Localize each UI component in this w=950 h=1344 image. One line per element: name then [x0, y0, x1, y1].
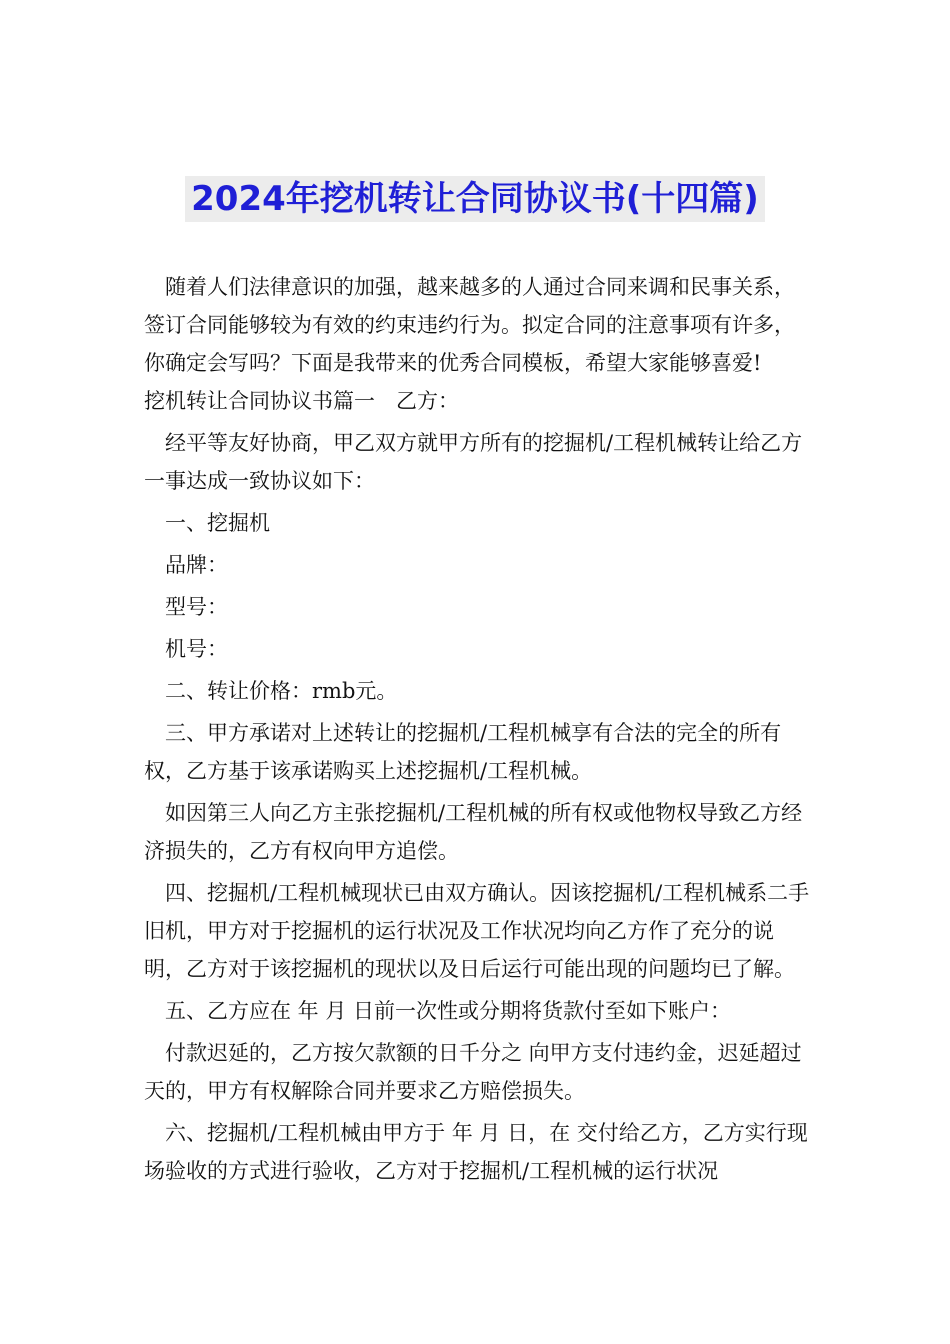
clause-price: 二、转让价格：rmb元。: [165, 679, 398, 703]
clause-ownership: 三、甲方承诺对上述转让的挖掘机/工程机械享有合法的完全的所有权，乙方基于该承诺购买上述挖掘机/工程机械。: [144, 721, 782, 783]
field-serial: 机号：: [165, 637, 228, 661]
field-model: 型号：: [165, 595, 228, 619]
section-heading: 挖机转让合同协议书篇一 乙方：: [144, 389, 459, 413]
document-title: 2024年挖机转让合同协议书(十四篇): [185, 176, 765, 222]
clause-heading: 一、挖掘机: [165, 511, 270, 535]
body-paragraph: 经平等友好协商，甲乙双方就甲方所有的挖掘机/工程机械转让给乙方一事达成一致协议如下：: [144, 431, 803, 493]
document-body: [144, 268, 812, 1190]
clause-payment: 五、乙方应在 年 月 日前一次性或分期将货款付至如下账户：: [165, 999, 732, 1023]
clause-third-party: 如因第三人向乙方主张挖掘机/工程机械的所有权或他物权导致乙方经济损失的，乙方有权向甲方追偿。: [144, 801, 803, 863]
clause-late-payment: 付款迟延的，乙方按欠款额的日千分之 向甲方支付违约金，迟延超过 天的，甲方有权解除合同并要求乙方赔偿损失。: [144, 1041, 802, 1103]
clause-condition: 四、挖掘机/工程机械现状已由双方确认。因该挖掘机/工程机械系二手旧机，甲方对于挖掘机的运行状况及工作状况均向乙方作了充分的说明，乙方对于该挖掘机的现状以及日后运行可能出现的问题均已了解。: [144, 881, 810, 981]
title-container: [0, 176, 950, 222]
intro-paragraph: 随着人们法律意识的加强，越来越多的人通过合同来调和民事关系，签订合同能够较为有效的约束违约行为。拟定合同的注意事项有许多，你确定会写吗？下面是我带来的优秀合同模板，希望大家能够喜爱!: [144, 275, 795, 375]
field-brand: 品牌：: [165, 553, 228, 577]
clause-delivery: 六、挖掘机/工程机械由甲方于 年 月 日，在 交付给乙方，乙方实行现场验收的方式进行验收，乙方对于挖掘机/工程机械的运行状况: [144, 1121, 808, 1183]
